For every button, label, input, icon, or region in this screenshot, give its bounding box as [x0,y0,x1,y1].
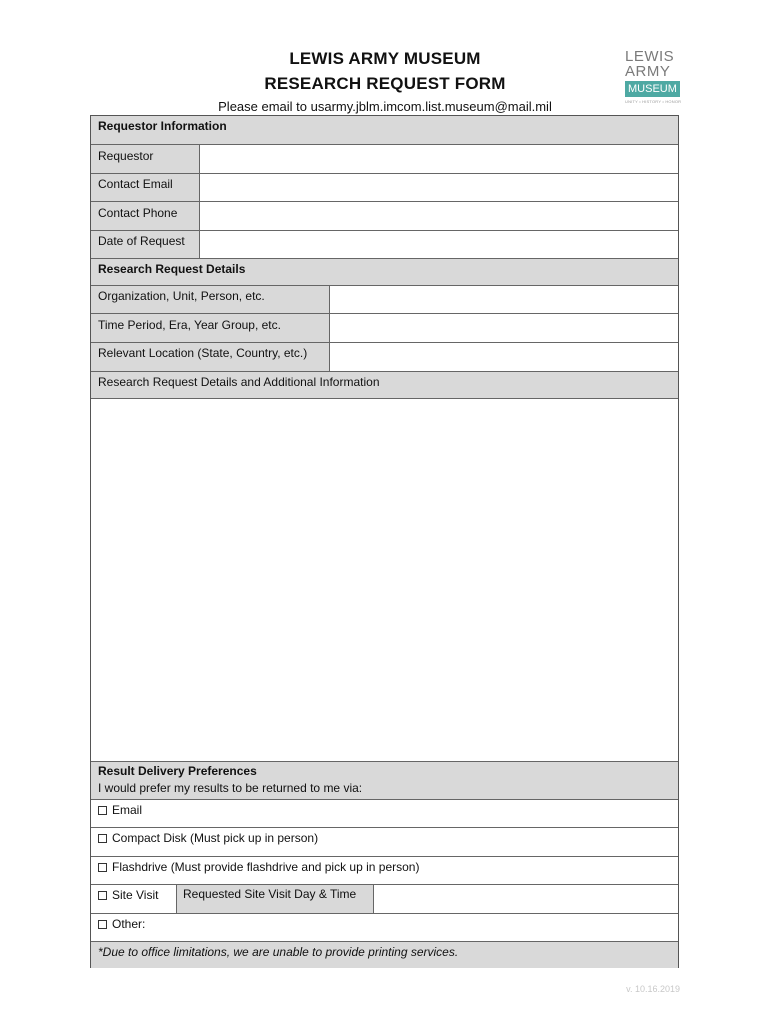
delivery-section-heading [91,761,678,799]
time-period-label: Time Period, Era, Year Group, etc. [98,318,281,332]
site-visit-option-label: Site Visit [112,888,159,902]
flashdrive-option [98,860,419,874]
email-option [98,803,142,817]
other-checkbox[interactable] [98,920,107,929]
details-heading [91,371,678,398]
compact-disk-option [98,831,318,845]
requestor-label-cell [91,145,199,173]
requestor-field[interactable] [199,145,678,173]
organization-row [91,285,678,313]
date-of-request-row [91,230,678,258]
contact-email-label: Contact Email [98,177,173,191]
delivery-option-compact-disk[interactable] [91,827,678,856]
relevant-location-label: Relevant Location (State, Country, etc.) [98,346,308,360]
relevant-location-row [91,342,678,371]
time-period-row [91,313,678,342]
museum-logo [625,49,683,107]
details-heading-label: Research Request Details and Additional Information [98,375,380,389]
logo-tagline: UNITY • HISTORY • HONOR [625,99,682,104]
delivery-option-flashdrive[interactable] [91,856,678,884]
research-section-heading [91,258,678,285]
requestor-heading-label: Requestor Information [98,119,227,133]
research-request-form [90,115,679,968]
delivery-instruction: I would prefer my results to be returned to me via: [98,781,363,795]
logo-text-army: ARMY [625,63,671,80]
delivery-option-other[interactable] [91,913,678,941]
requestor-section-heading [91,116,678,144]
requestor-row [91,144,678,173]
site-visit-datetime-field[interactable] [374,885,678,913]
form-title: LEWIS ARMY MUSEUM [289,49,481,68]
logo-text-lewis: LEWIS [625,48,675,65]
contact-email-row [91,173,678,201]
version-label: v. 10.16.2019 [626,984,680,994]
contact-email-label-cell [91,174,199,201]
requestor-label: Requestor [98,149,154,163]
contact-phone-label: Contact Phone [98,206,178,220]
time-period-field[interactable] [329,314,678,342]
compact-disk-checkbox[interactable] [98,834,107,843]
contact-email-field[interactable] [199,174,678,201]
site-visit-checkbox[interactable] [98,891,107,900]
site-visit-datetime-label-cell [176,885,374,913]
email-instruction: Please email to usarmy.jblm.imcom.list.museum@mail.mil [218,99,552,114]
relevant-location-field[interactable] [329,343,678,371]
details-textarea[interactable] [91,398,678,761]
delivery-heading-label: Result Delivery Preferences [98,764,257,778]
compact-disk-option-label: Compact Disk (Must pick up in person) [112,831,319,845]
organization-label: Organization, Unit, Person, etc. [98,289,265,303]
other-option-label: Other: [112,917,146,931]
contact-phone-label-cell [91,202,199,230]
organization-label-cell [91,286,329,313]
email-option-label: Email [112,803,143,817]
delivery-option-site-visit [91,884,678,913]
printing-note-row [91,941,678,968]
delivery-option-email[interactable] [91,799,678,827]
site-visit-option[interactable] [98,888,158,902]
form-subtitle: RESEARCH REQUEST FORM [264,74,506,93]
date-of-request-label-cell [91,231,199,258]
relevant-location-label-cell [91,343,329,371]
contact-phone-row [91,201,678,230]
other-option [98,917,145,931]
site-visit-datetime-label: Requested Site Visit Day & Time [183,887,357,901]
time-period-label-cell [91,314,329,342]
logo-text-museum: MUSEUM [625,81,680,97]
organization-field[interactable] [329,286,678,313]
date-of-request-field[interactable] [199,231,678,258]
flashdrive-option-label: Flashdrive (Must provide flashdrive and pick up in person) [112,860,420,874]
printing-note: *Due to office limitations, we are unable to provide printing services. [98,945,459,959]
flashdrive-checkbox[interactable] [98,863,107,872]
date-of-request-label: Date of Request [98,234,185,248]
email-checkbox[interactable] [98,806,107,815]
contact-phone-field[interactable] [199,202,678,230]
research-heading-label: Research Request Details [98,262,246,276]
